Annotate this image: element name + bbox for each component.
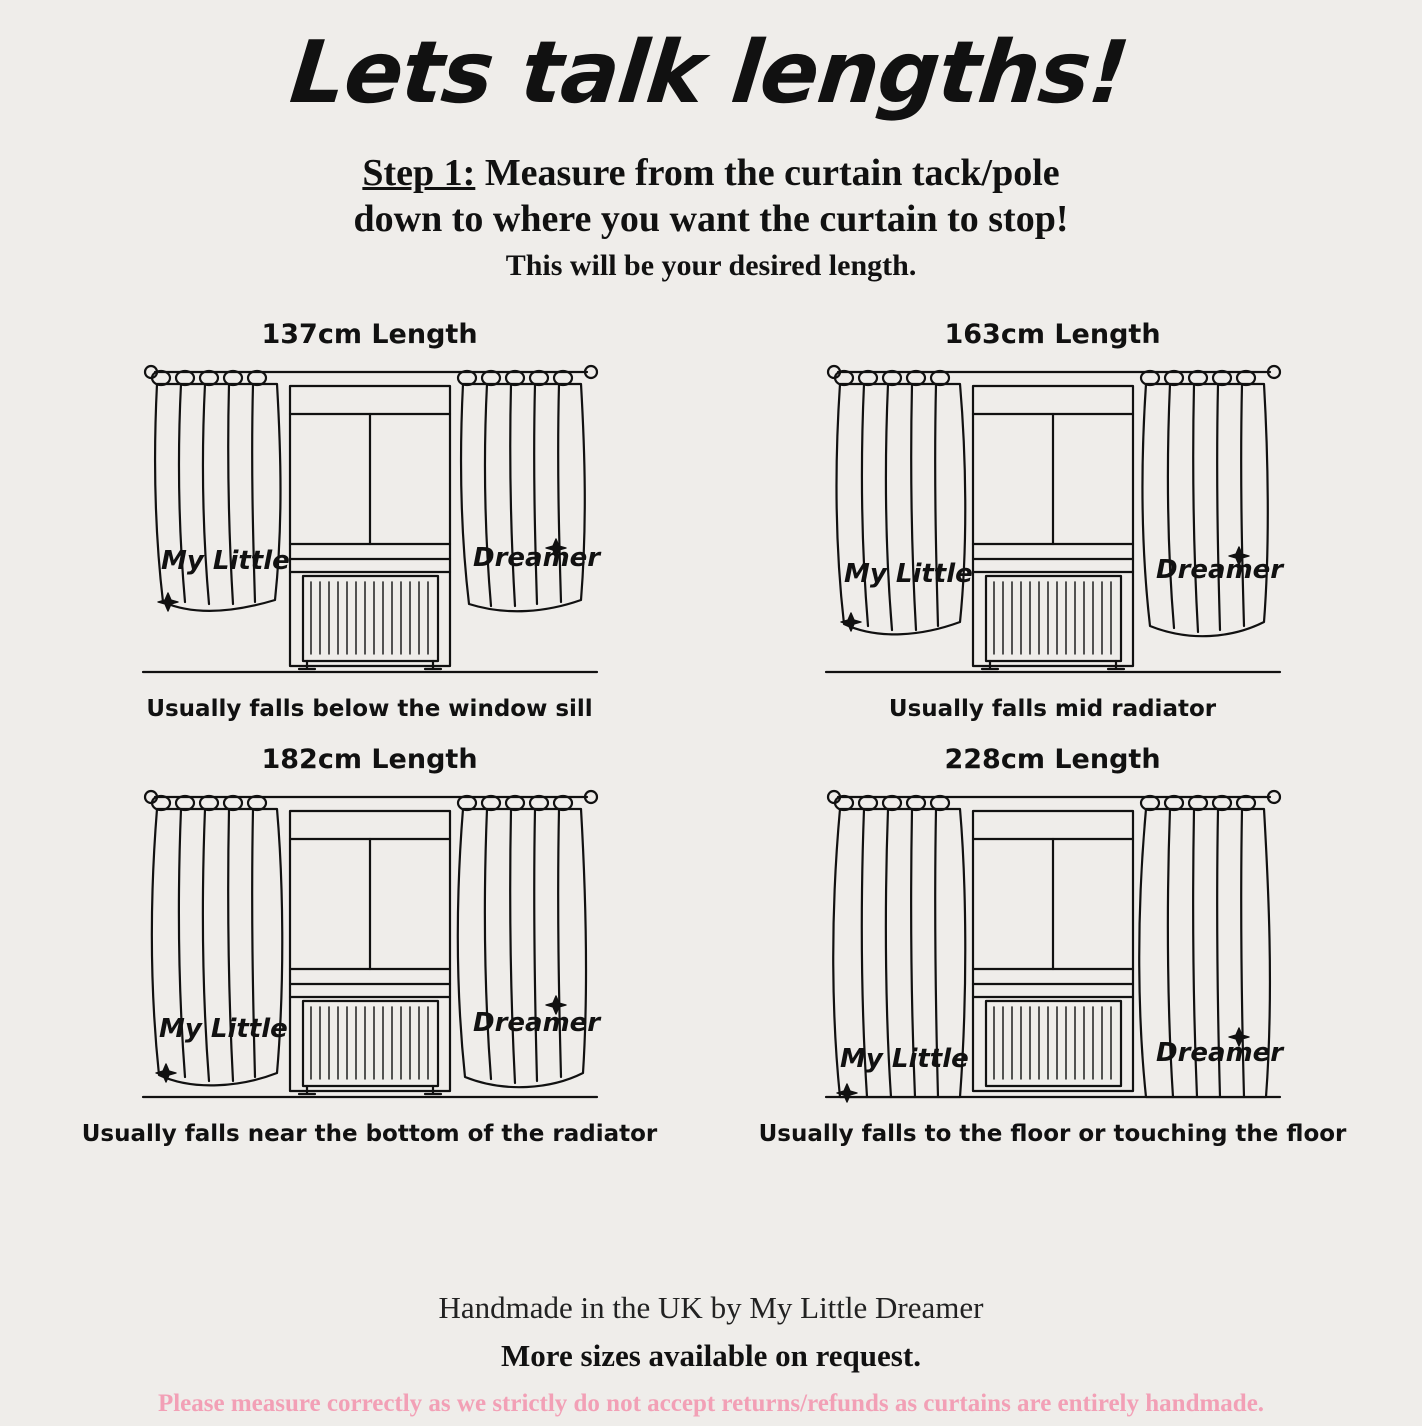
footer (0, 1290, 1422, 1418)
step-line-1 (0, 150, 1422, 196)
diagram-title-228: 228cm Length (944, 743, 1161, 775)
footer-more-sizes-text: More sizes available on request. (501, 1338, 921, 1373)
diagram-cell-137 (28, 319, 711, 722)
diagram-caption-228: Usually falls to the floor or touching the floor (758, 1120, 1347, 1147)
diagram-cell-228 (711, 744, 1394, 1147)
diagram-title-182: 182cm Length (261, 743, 478, 775)
diagram-grid (0, 319, 1422, 1147)
curtain-text-right-137: Dreamer (472, 542, 600, 573)
step-text-1: Measure from the curtain tack/pole (475, 152, 1060, 194)
page-title: Lets talk lengths! (285, 23, 1133, 123)
diagram-caption-182: Usually falls near the bottom of the radiator (81, 1120, 658, 1147)
curtain-text-right-228: Dreamer (1155, 1037, 1283, 1068)
diagram-caption-163: Usually falls mid radiator (888, 695, 1217, 722)
curtain-text-left-228: My Little (839, 1043, 969, 1074)
diagram-cell-163 (711, 319, 1394, 722)
curtain-text-right-182: Dreamer (472, 1007, 600, 1038)
step-instructions (0, 150, 1422, 283)
footer-warning-text: Please measure correctly as we strictly do not accept returns/refunds as curtains are entirely handmade. (157, 1390, 1265, 1417)
diagram-title-137: 137cm Length (261, 318, 478, 350)
diagram-illustration-163 (818, 354, 1288, 694)
diagram-title-163: 163cm Length (944, 318, 1161, 350)
curtain-text-left-137: My Little (160, 545, 290, 576)
diagram-illustration-182 (135, 779, 605, 1119)
diagram-cell-182 (28, 744, 711, 1147)
step-text-3: This will be your desired length. (505, 248, 917, 282)
footer-handmade-text: Handmade in the UK by My Little Dreamer (438, 1290, 984, 1325)
diagram-illustration-228 (818, 779, 1288, 1119)
diagram-illustration-137 (135, 354, 605, 694)
step-text-2: down to where you want the curtain to stop! (353, 198, 1069, 241)
curtain-text-right-163: Dreamer (1155, 554, 1283, 585)
diagram-caption-137: Usually falls below the window sill (146, 695, 593, 722)
curtain-text-left-163: My Little (843, 558, 973, 589)
curtain-text-left-182: My Little (158, 1013, 288, 1044)
step-label: Step 1: (362, 152, 476, 194)
